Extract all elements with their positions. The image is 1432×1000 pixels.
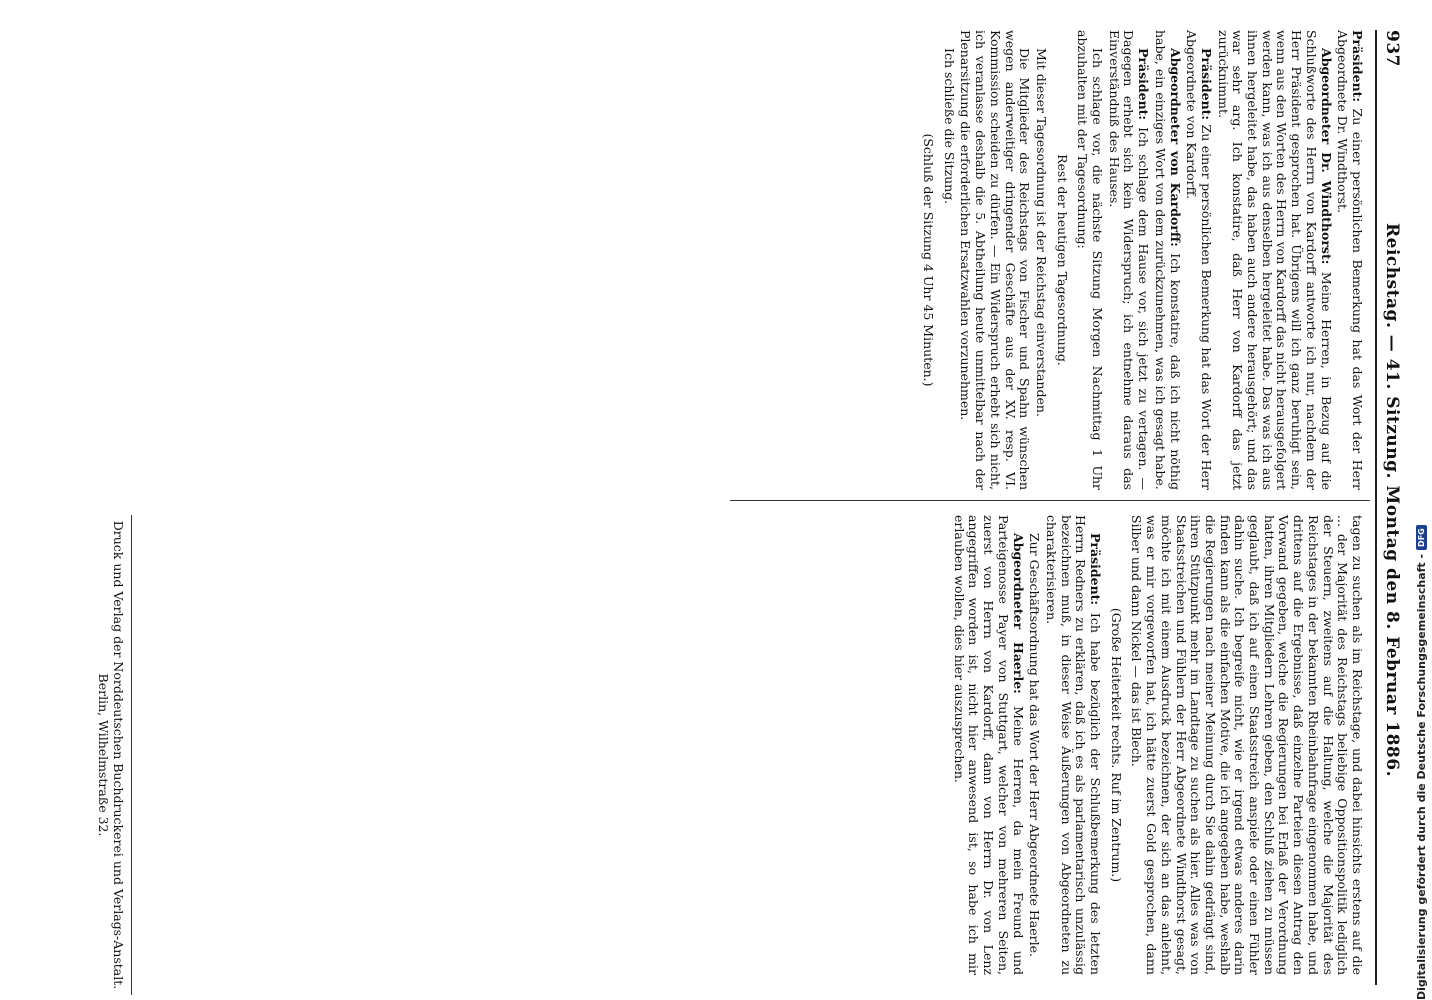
paragraph: Die Mitglieder des Reichstags von Fischer und Spahn wünschen wegen anderweitiger dringender Geschäfte aus der XV. resp. VI. Kommission scheiden zu dürfen. — Ein Widerspruch erhebt sich nicht, ich veranlasse deshalb die 5. Abtheilung heute unmittelbar nach der Plenarsitzung die erforderlichen Ersatzwahlen vorzunehmen. <box>958 30 1033 490</box>
column-divider <box>730 500 1370 501</box>
paragraph: Abgeordneter Haerle: Meine Herren, da mein Freund und Parteigenosse Payer von Stuttgart, welcher von mehreren Seiten, zuerst von Herrn von Kardorff, dann von Herrn Dr. von Lenz angegriffen worden ist, nicht hier anwesend ist, so habe ich mir erlauben wollen, dies hier auszusprechen. <box>951 515 1026 975</box>
digitization-credit <box>1412 0 1430 1000</box>
speaker-name: Präsident: <box>1088 533 1104 606</box>
paragraph: Präsident: Zu einer persönlichen Bemerkung hat das Wort der Herr Abgeordnete Dr. Windthorst. <box>1335 30 1365 490</box>
paragraph: Ich schlage vor, die nächste Sitzung Morgen Nachmittag 1 Uhr abzuhalten mit der Tagesordnung: <box>1075 30 1106 490</box>
header-rule <box>1375 30 1377 985</box>
column-right-text <box>914 30 1364 490</box>
dfg-logo: DFG <box>1416 525 1427 550</box>
page-number: 937 <box>1382 30 1402 67</box>
footer-rule <box>131 515 132 995</box>
column-left-text <box>949 515 1364 975</box>
paragraph: Abgeordneter Dr. Windthorst: Meine Herren, in Bezug auf die Schlußworte des Herrn von Kardorff antworte ich nur, nachdem der Herr Präsident gesprochen hat. Übrigens will ich ganz beruhigt sein, wenn aus den Worten des Herrn von Kardorff das nicht herausgefolgert werden kann, was ich aus denselben hergeleitet habe. Das was ich aus ihnen hergeleitet habe, das haben auch andere herausgehört; und das war sehr arg. Ich konstatire, daß Herr von Kardorff das jetzt zurücknimmt. <box>1215 30 1334 490</box>
paragraph: Präsident: Ich habe bezüglich der Schlußbemerkung des letzten Herrn Redners zu erklären, daß ich es als parlamentarisch unzulässig bezeichnen muß, in dieser Weise Äußerungen von Abgeordneten zu charakterisieren. <box>1043 515 1104 975</box>
imprint-line: Druck und Verlag der Norddeutschen Buchdruckerei und Verlags-Anstalt. <box>111 520 126 990</box>
speaker-name: Abgeordneter Haerle: <box>1010 533 1026 694</box>
imprint-footer <box>96 515 126 995</box>
speaker-name: Präsident: <box>1350 30 1365 103</box>
paragraph: Abgeordneter von Kardorff: Ich konstatire, daß ich nicht nöthig habe, ein einziges Wort von dem zurückzunehmen, was ich gesagt habe. <box>1152 30 1183 490</box>
interjection: (Große Heiterkeit rechts. Ruf im Zentrum.) <box>1108 607 1124 883</box>
speaker-name: Abgeordneter von Kardorff: <box>1167 48 1183 247</box>
paragraph: Ich schließe die Sitzung. <box>941 48 957 205</box>
paragraph: tagen zu suchen als im Reichstage, und dabei hinsichts erstens auf die ... der Majorität des Reichstags beliebige Oppositionspolitik lediglich der Steuern, zweitens auf die Haltung, welche die Majorität des Reichstages in der bekannten Rheinbahnfrage eingenommen habe, und drittens auf die Ergebnisse, daß einzelne Parteien diesen Antrag den Vorwand gegeben, welche die Regierungen bei Erlaß der Verordnung hatten, ihren Mitgliedern Lehren geben, den Schluß ziehen zu müssen geglaubt, daß ich auf einen Staatsstreich anspiele oder einen Fühler dahin suche. Ich begreife nicht, wie er irgend etwas anderes darin finden kann als die einfachen Motive, die ich angegeben habe, weshalb die Regierungen nach meiner Meinung durch Sie dahin gedrängt sind, ihren Stützpunkt mehr im Landtage zu suchen als hier. Alles was von Staatsstreichen und Fühlern der Herr Abgeordnete Windthorst gesagt, möchte ich mit einem Ausdruck bezeichnen, der sich an das anlehnt, was er mir vorgeworfen hat, ich hätte zuerst Gold gesprochen, dann Silber und dann Nickel — das ist Blech. <box>1129 515 1365 975</box>
paragraph: Präsident: Zu einer persönlichen Bemerkung hat das Wort der Herr Abgeordnete von Kardorff. <box>1184 30 1214 490</box>
credit-text: Digitalisierung gefördert durch die Deutsche Forschungsgemeinschaft - <box>1414 553 1428 1000</box>
speaker-name: Abgeordneter Dr. Windthorst: <box>1318 48 1334 265</box>
agenda-item: Rest der heutigen Tagesordnung. <box>1054 154 1070 366</box>
speaker-name: Präsident: <box>1198 48 1214 121</box>
closing-note: (Schluß der Sitzung 4 Uhr 45 Minuten.) <box>921 133 937 387</box>
paragraph: Mit dieser Tagesordnung ist der Reichstag einverstanden. <box>1033 48 1049 417</box>
imprint-line: Berlin, Wilhelmstraße 32. <box>96 673 111 837</box>
paragraph: Zur Geschäftsordnung hat das Wort der Herr Abgeordnete Haerle. <box>1027 533 1043 957</box>
running-title: Reichstag. — 41. Sitzung. Montag den 8. Februar 1886. <box>1382 223 1402 777</box>
speaker-name: Präsident: <box>1136 48 1152 121</box>
paragraph: Präsident: Ich schlage dem Hause vor, sich jetzt zu vertagen. — Dagegen erhebt sich kein Widerspruch; ich entnehme daraus das Einverständniß des Hauses. <box>1106 30 1152 490</box>
